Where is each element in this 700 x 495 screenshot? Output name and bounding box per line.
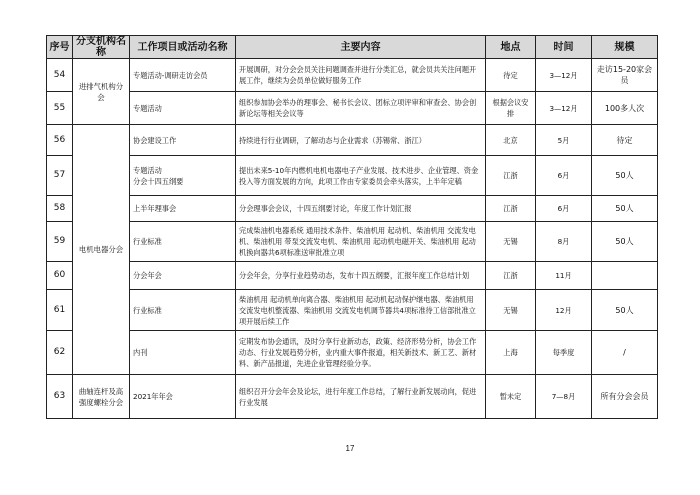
cell-seq: 62 [47, 331, 73, 375]
cell-time: 3—12月 [536, 92, 592, 125]
header-content: 主要内容 [236, 36, 486, 59]
cell-content: 持续进行行业调研，了解动态与企业需求（苏锡常、浙江） [236, 125, 486, 156]
cell-project: 行业标准 [130, 290, 236, 331]
table-container [46, 35, 657, 419]
cell-place: 江浙 [486, 196, 536, 222]
header-place: 地点 [486, 36, 536, 59]
table-row [47, 222, 658, 262]
header-row [47, 36, 658, 59]
cell-time: 8月 [536, 222, 592, 262]
cell-content: 完成柴油机电器系统 通用技术条件、柴油机用 起动机、柴油机用 交流发电机、柴油机用 带泵交流发电机、柴油机用 起动机电磁开关、柴油机用 起动机换向器共6项标准送审批准立项 [236, 222, 486, 262]
cell-project: 专题活动 分会十四五纲要 [130, 156, 236, 196]
cell-content: 组织参加协会举办的理事会、秘书长会议、团标立项评审和审查会、协会创新论坛等相关会议等 [236, 92, 486, 125]
activity-table [46, 35, 658, 419]
cell-scale: / [592, 331, 658, 375]
cell-time: 每季度 [536, 331, 592, 375]
cell-time: 12月 [536, 290, 592, 331]
cell-org-group: 曲轴连杆及高强度螺栓分会 [73, 375, 130, 419]
cell-content: 提出未来5-10年内燃机电机电器电子产业发展、技术进步、企业管理、资金投入等方面发展的方向，此项工作由专家委员会牵头落实，上半年定稿 [236, 156, 486, 196]
table-row [47, 262, 658, 290]
page-number: 17 [345, 444, 355, 453]
cell-project: 2021年年会 [130, 375, 236, 419]
cell-project: 上半年理事会 [130, 196, 236, 222]
cell-scale: 50人 [592, 290, 658, 331]
header-time: 时间 [536, 36, 592, 59]
cell-seq: 58 [47, 196, 73, 222]
cell-seq: 57 [47, 156, 73, 196]
cell-place: 暂未定 [486, 375, 536, 419]
header-scale: 规模 [592, 36, 658, 59]
cell-scale [592, 262, 658, 290]
cell-seq: 55 [47, 92, 73, 125]
cell-place: 待定 [486, 59, 536, 92]
cell-place: 根据会议安排 [486, 92, 536, 125]
cell-seq: 61 [47, 290, 73, 331]
table-row [47, 125, 658, 156]
table-row [47, 92, 658, 125]
cell-project: 协会建设工作 [130, 125, 236, 156]
cell-content: 开展调研，对分会会员关注问题调查并进行分类汇总，就会员共关注问题开展工作，继续为会员单位做好服务工作 [236, 59, 486, 92]
cell-project: 专题活动-调研走访会员 [130, 59, 236, 92]
cell-seq: 54 [47, 59, 73, 92]
cell-scale: 50人 [592, 196, 658, 222]
table-row [47, 156, 658, 196]
cell-place: 无锡 [486, 290, 536, 331]
cell-seq: 56 [47, 125, 73, 156]
cell-project: 内刊 [130, 331, 236, 375]
cell-place: 上海 [486, 331, 536, 375]
cell-time: 5月 [536, 125, 592, 156]
cell-project: 专题活动 [130, 92, 236, 125]
cell-scale: 待定 [592, 125, 658, 156]
header-seq: 序号 [47, 36, 73, 59]
cell-content: 组织召开分会年会及论坛，进行年度工作总结，了解行业新发展动向，促进行业发展 [236, 375, 486, 419]
cell-time: 6月 [536, 196, 592, 222]
cell-project: 行业标准 [130, 222, 236, 262]
cell-place: 江浙 [486, 156, 536, 196]
table-row [47, 196, 658, 222]
cell-content: 定期发布协会通讯，及时分享行业新动态，政策、经济形势分析，协会工作动态、行业发展趋势分析，业内重大事件报道，相关新技术、新工艺、新材料、新产品报道，先进企业管理经验分享。 [236, 331, 486, 375]
cell-scale: 100多人次 [592, 92, 658, 125]
cell-place: 无锡 [486, 222, 536, 262]
cell-scale: 50人 [592, 156, 658, 196]
header-org: 分支机构名称 [73, 36, 130, 59]
cell-content: 分会年会，分享行业趋势动态，发布十四五纲要，汇报年度工作总结计划 [236, 262, 486, 290]
cell-org-group: 电机电器分会 [73, 125, 130, 375]
table-row [47, 331, 658, 375]
cell-seq: 63 [47, 375, 73, 419]
cell-scale: 走访15-20家会员 [592, 59, 658, 92]
cell-time: 7—8月 [536, 375, 592, 419]
cell-time: 6月 [536, 156, 592, 196]
cell-content: 柴油机用 起动机单向离合器、柴油机用 起动机起动保护继电器、柴油机用 交流发电机整流器、柴油机用 交流发电机调节器共4项标准待工信部批准立项开展后续工作 [236, 290, 486, 331]
table-row [47, 59, 658, 92]
cell-time: 3—12月 [536, 59, 592, 92]
cell-project: 分会年会 [130, 262, 236, 290]
table-row [47, 290, 658, 331]
cell-scale: 50人 [592, 222, 658, 262]
header-project: 工作项目或活动名称 [130, 36, 236, 59]
table-row [47, 375, 658, 419]
cell-seq: 59 [47, 222, 73, 262]
cell-time: 11月 [536, 262, 592, 290]
cell-org-group: 进排气机构分会 [73, 59, 130, 125]
cell-place: 江浙 [486, 262, 536, 290]
cell-content: 分会理事会会议，十四五纲要讨论，年度工作计划汇报 [236, 196, 486, 222]
cell-scale: 所有分会会员 [592, 375, 658, 419]
cell-seq: 60 [47, 262, 73, 290]
cell-place: 北京 [486, 125, 536, 156]
